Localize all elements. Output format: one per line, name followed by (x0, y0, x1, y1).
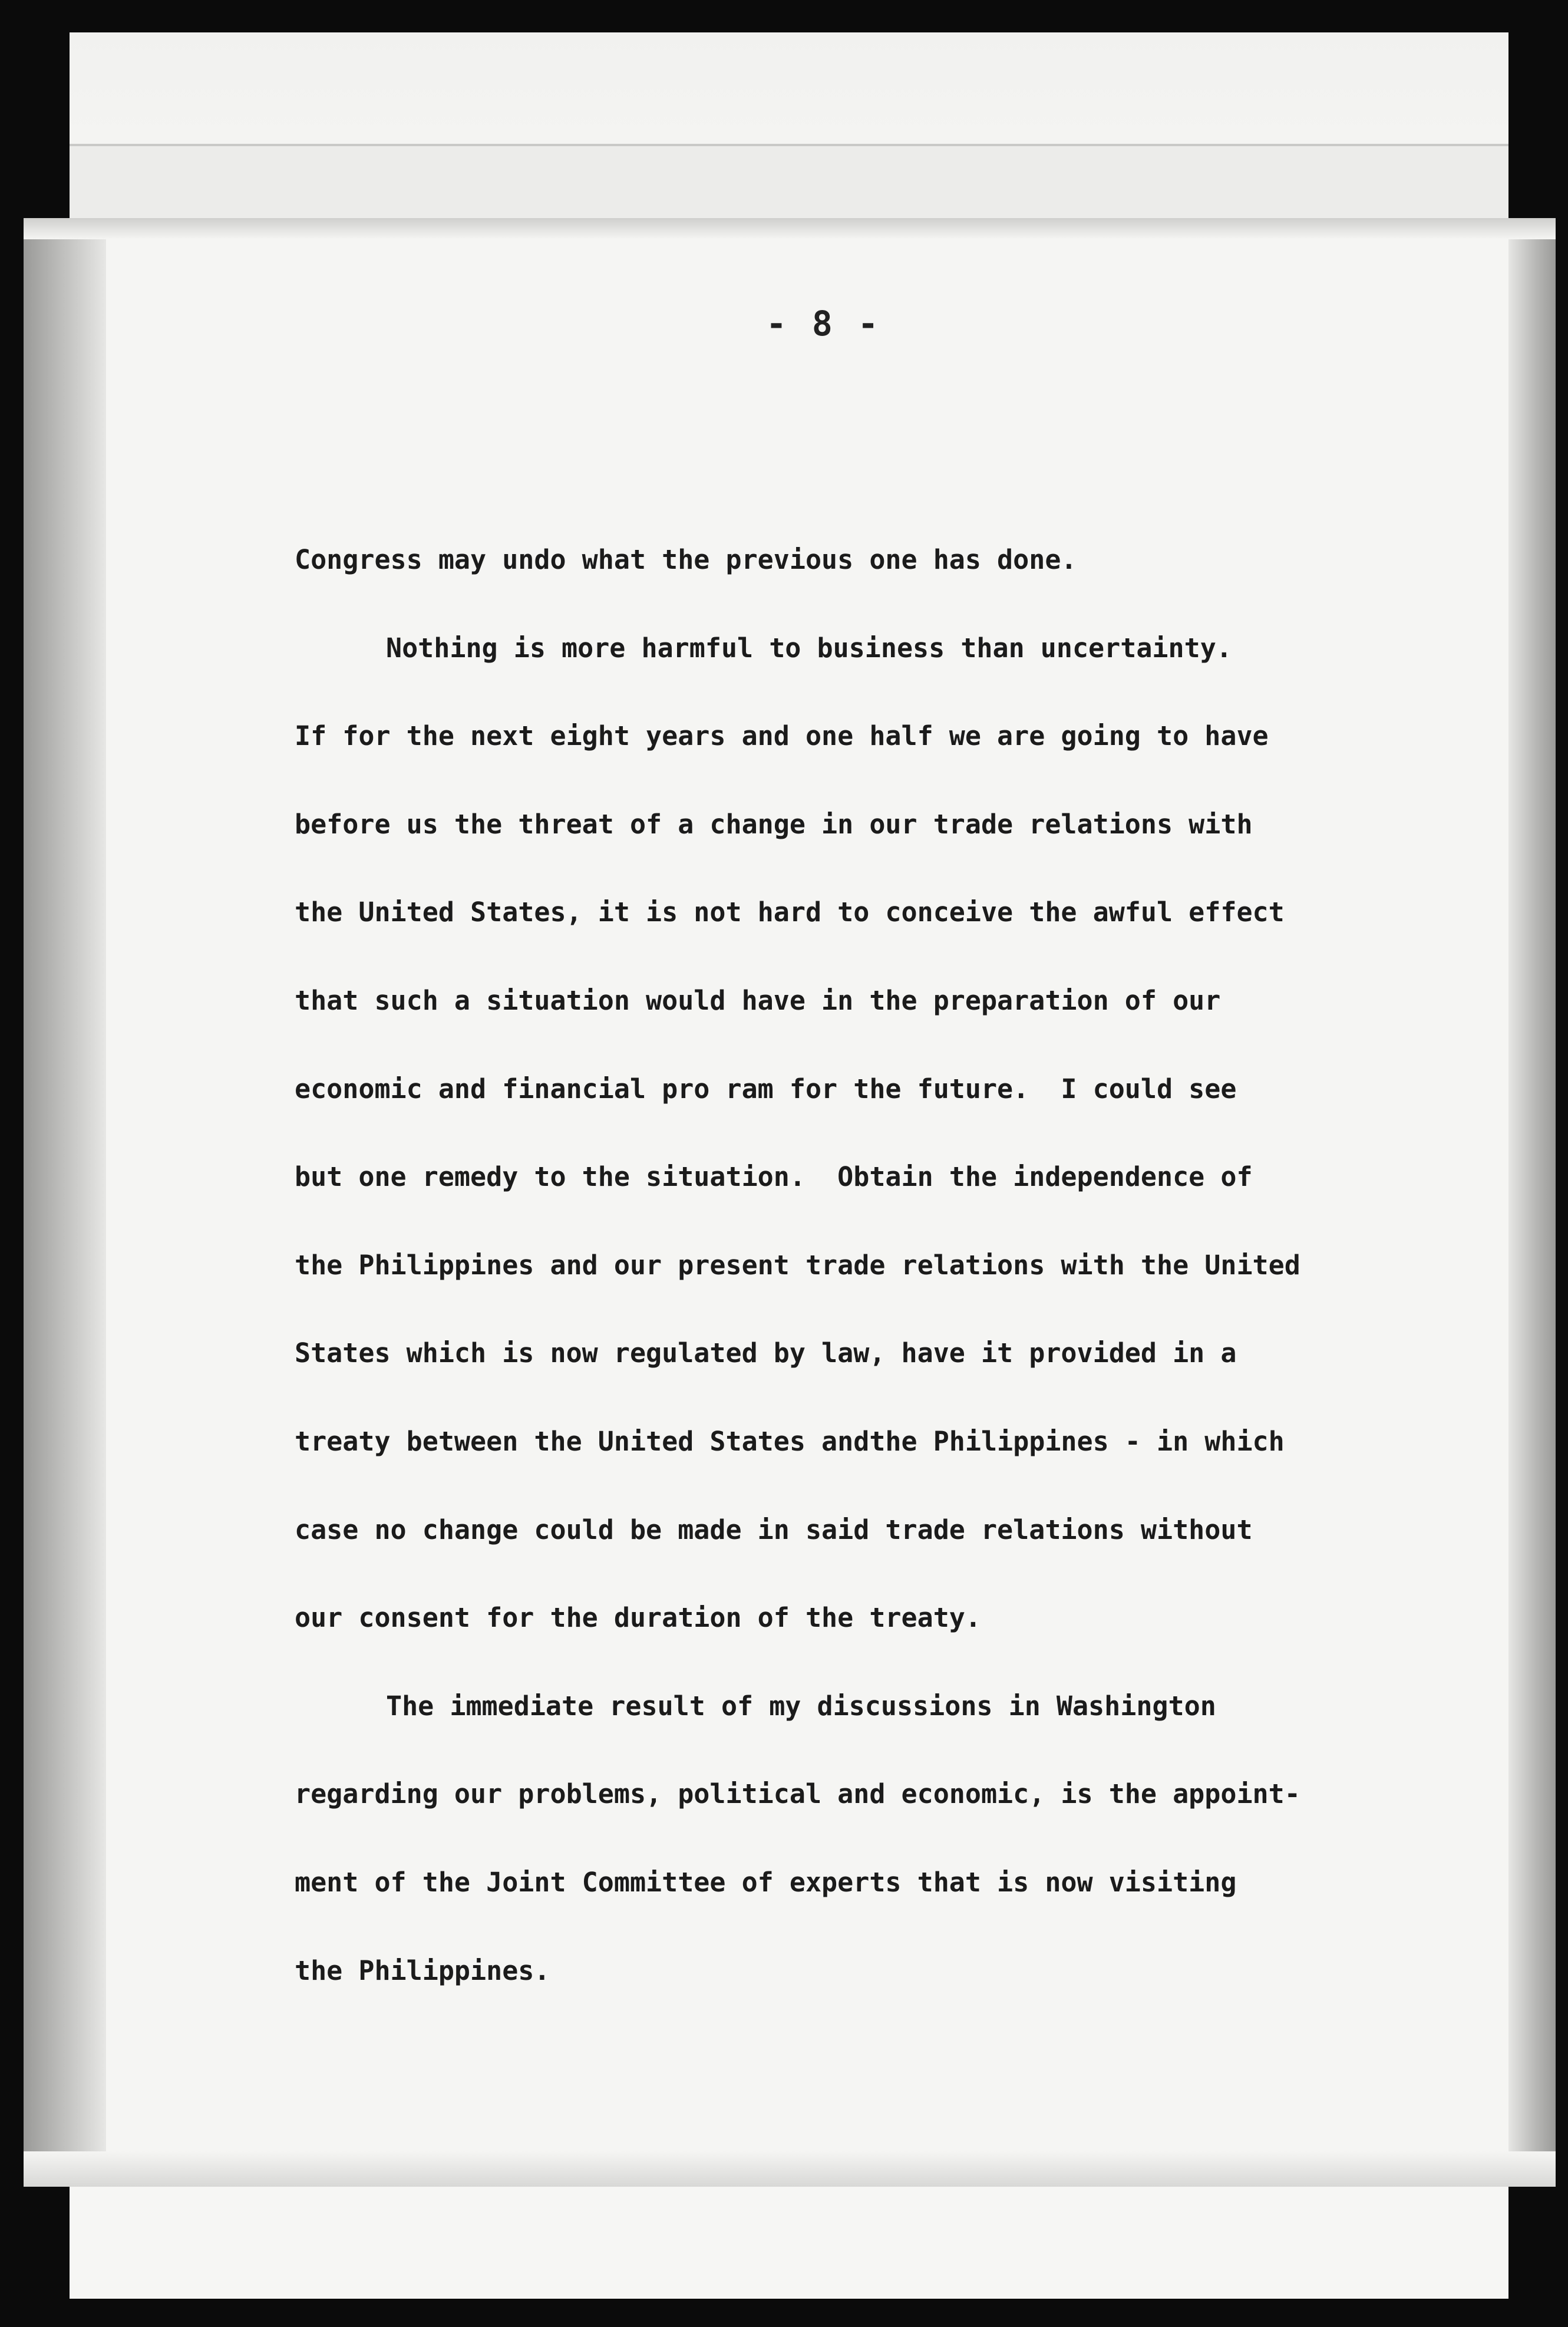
backing-sheet-bottom (70, 2181, 1508, 2299)
text-line: that such a situation would have in the preparation of our (295, 984, 1221, 1016)
text-line: regarding our problems, political and economic, is the appoint- (295, 1778, 1300, 1810)
page-shadow-bottom (24, 2151, 1556, 2187)
text-line: ment of the Joint Committee of experts that is now visiting (295, 1866, 1237, 1898)
page-shadow-top (24, 218, 1556, 239)
backing-sheet-rule (70, 144, 1508, 146)
text-line: the Philippines. (295, 1954, 550, 1986)
text-line: our consent for the duration of the treaty. (295, 1602, 981, 1634)
text-line: economic and financial pro ram for the future. I could see (295, 1073, 1237, 1105)
page-shadow-right (1508, 218, 1556, 2187)
text-line: but one remedy to the situation. Obtain the independence of (295, 1161, 1253, 1193)
text-line: before us the threat of a change in our trade relations with (295, 808, 1253, 840)
text-line: If for the next eight years and one half we are going to have (295, 720, 1269, 752)
page-shadow-left (24, 218, 106, 2187)
text-line: States which is now regulated by law, have it provided in a (295, 1337, 1237, 1369)
text-line: Nothing is more harmful to business than uncertainty. (386, 632, 1232, 664)
backing-sheet-top (70, 32, 1508, 144)
text-line: case no change could be made in said trade relations without (295, 1514, 1253, 1545)
text-line: the Philippines and our present trade relations with the United (295, 1249, 1300, 1281)
page-number: - 8 - (766, 304, 881, 344)
text-line: treaty between the United States andthe Philippines - in which (295, 1425, 1285, 1457)
text-line: Congress may undo what the previous one has done. (295, 544, 1077, 575)
body-text (295, 545, 1473, 2044)
text-line: The immediate result of my discussions in Washington (386, 1690, 1216, 1722)
text-line: the United States, it is not hard to conceive the awful effect (295, 896, 1285, 928)
